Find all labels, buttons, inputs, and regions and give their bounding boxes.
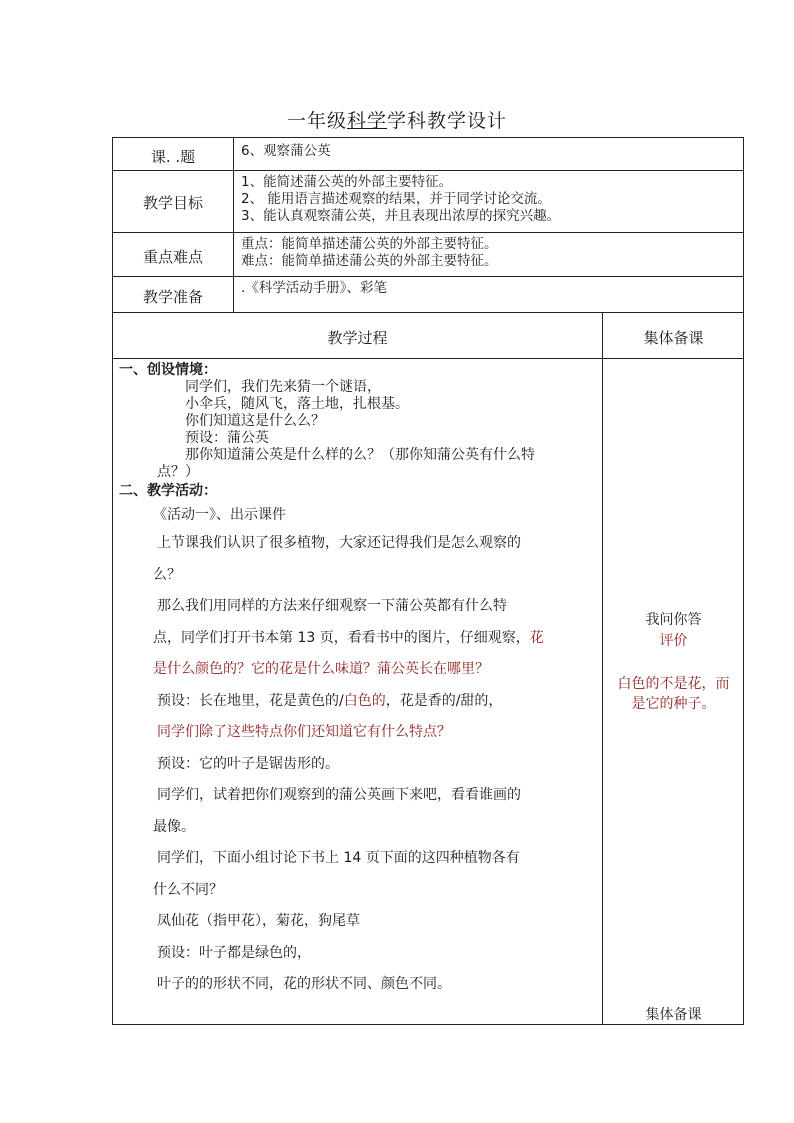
text-line: 同学们除了这些特点你们还知道它有什么特点？ — [157, 724, 451, 740]
process-header: 教学过程 — [327, 329, 388, 347]
row-divider — [113, 276, 743, 277]
preparation-value: .《科学活动手册》、彩笔 — [241, 280, 388, 296]
side-note-evaluation: 评价 — [659, 633, 688, 649]
text-line: 是什么颜色的？它的花是什么味道？蒲公英长在哪里？ — [153, 661, 489, 677]
text-line: 什么不同？ — [153, 881, 223, 898]
row-divider — [113, 312, 743, 313]
column-divider — [602, 312, 603, 1025]
text-line: 那你知道蒲公英是什么样的么？（那你知蒲公英有什么特 — [185, 447, 535, 463]
text-line: 预设：它的叶子是锯齿形的。 — [157, 755, 339, 772]
text-line: 上节课我们认识了很多植物，大家还记得我们是怎么观察的 — [157, 535, 521, 551]
document-title: 一年级科学学科教学设计 — [286, 110, 508, 132]
lesson-plan-table — [112, 137, 744, 1025]
text-line: 凤仙花（指甲花），菊花，狗尾草 — [157, 913, 360, 929]
section-situation — [119, 362, 601, 481]
column-divider — [233, 138, 234, 312]
text-line: 同学们，试着把你们观察到的蒲公英画下来吧，看看谁画的 — [157, 787, 521, 803]
text-line: 同学们，下面小组讨论下书上 14 页下面的这四种植物各有 — [157, 850, 520, 866]
objectives-value: 1、能简述蒲公英的外部主要特征。 2、 能用语言描述观察的结果，并于同学讨论交流。 3、能认真观察蒲公英，并且表现出浓厚的探究兴趣。 — [241, 174, 561, 224]
text-line: 最像。 — [153, 818, 195, 835]
objectives-label: 教学目标 — [142, 194, 203, 212]
row-divider — [113, 170, 743, 171]
text-line: 那么我们用同样的方法来仔细观察一下蒲公英都有什么特 — [157, 598, 507, 614]
key-points-label: 重点难点 — [142, 248, 203, 266]
side-note-seed-cont: 是它的种子。 — [631, 696, 716, 712]
text-line: 叶子的的形状不同，花的形状不同、颜色不同。 — [157, 976, 451, 992]
side-note-qa: 我问你答 — [645, 612, 702, 628]
text-line: 点，同学们打开书本第 13 页，看看书中的图片，仔细观察，花 — [153, 629, 544, 646]
section-heading: 二、教学活动： — [119, 483, 217, 499]
side-note-bottom: 集体备课 — [645, 1007, 702, 1023]
section-activities — [119, 481, 601, 1001]
text-line: 点？） — [157, 464, 199, 480]
text-line: 预设：蒲公英 — [185, 430, 269, 446]
side-header: 集体备课 — [643, 329, 704, 347]
text-line: 同学们，我们先来猜一个谜语， — [185, 379, 381, 395]
row-divider — [113, 232, 743, 233]
topic-label: 课. .题 — [150, 148, 196, 166]
activity-title: 《活动一》、出示课件 — [153, 507, 286, 523]
preparation-label: 教学准备 — [142, 288, 203, 306]
topic-value: 6、观察蒲公英 — [241, 143, 331, 159]
text-line: 你们知道这是什么么？ — [185, 413, 325, 429]
text-line: 么？ — [153, 566, 181, 583]
key-points-value: 重点：能简单描述蒲公英的外部主要特征。 难点：能简单描述蒲公英的外部主要特征。 — [241, 236, 498, 269]
text-line: 预设：长在地里，花是黄色的/白色的，花是香的/甜的， — [157, 692, 503, 709]
side-note-seed: 白色的不是花，而 — [617, 676, 730, 692]
text-line: 小伞兵，随风飞，落土地，扎根基。 — [185, 396, 409, 412]
text-line: 预设：叶子都是绿色的， — [157, 944, 311, 961]
row-divider — [113, 358, 743, 359]
process-content — [119, 362, 601, 1001]
section-heading: 一、创设情境： — [119, 362, 217, 378]
